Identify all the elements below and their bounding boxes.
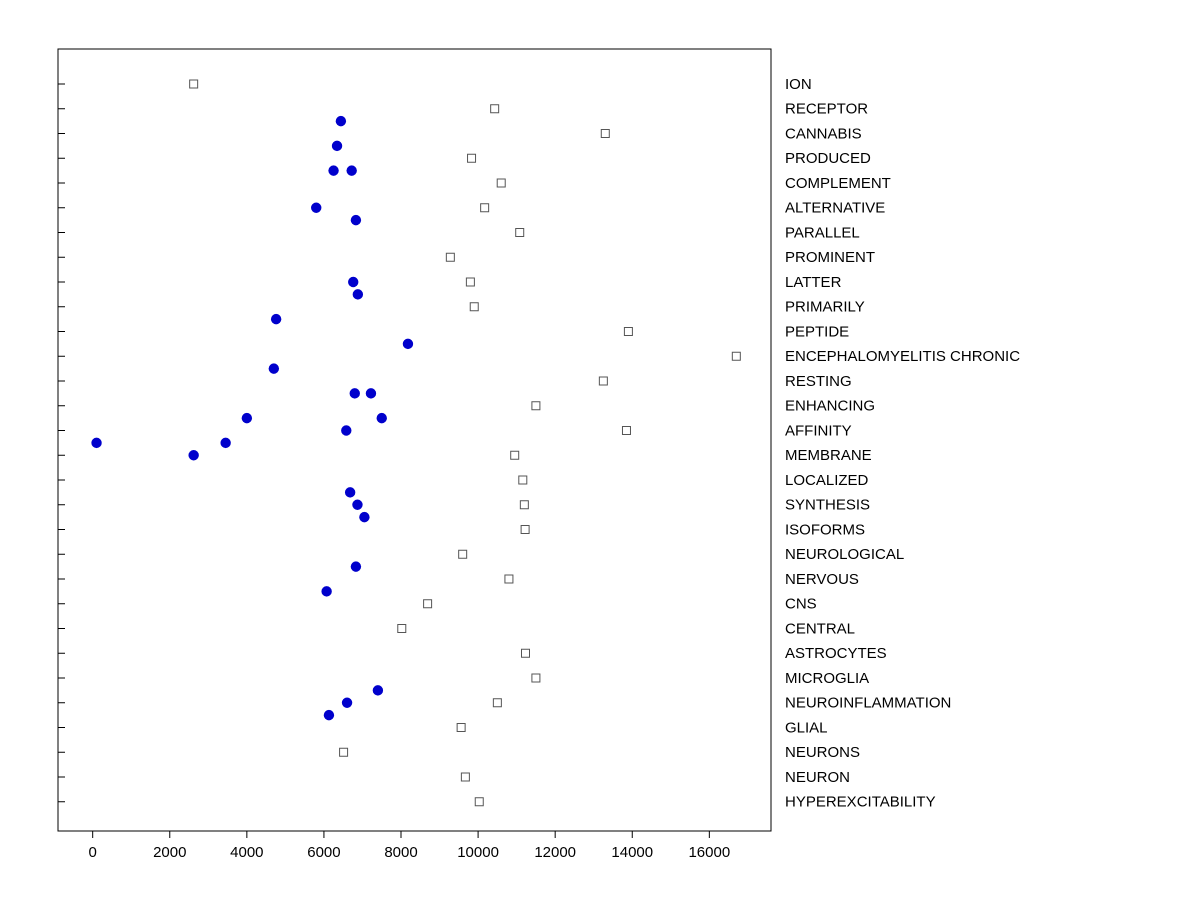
node-marker (336, 116, 346, 126)
x-tick-label: 12000 (534, 844, 577, 861)
node-marker (342, 698, 352, 708)
leaf-label: PROMINENT (785, 249, 875, 267)
leaf-marker (470, 303, 478, 311)
leaf-label: NEURONS (785, 744, 861, 762)
node-marker (91, 438, 101, 448)
x-tick-label: 4000 (230, 844, 264, 861)
x-tick-label: 8000 (384, 844, 418, 861)
node-marker (351, 561, 361, 571)
leaf-marker (466, 278, 474, 286)
leaf-marker (516, 229, 524, 237)
leaf-marker (732, 352, 740, 360)
x-tick-label: 16000 (688, 844, 731, 861)
leaf-label: RECEPTOR (785, 100, 869, 118)
leaf-label: LATTER (785, 273, 842, 291)
leaf-label: PEPTIDE (785, 323, 850, 341)
leaf-label: COMPLEMENT (785, 174, 891, 192)
node-marker (332, 141, 342, 151)
internal-node-markers (91, 116, 413, 720)
leaf-label: ENHANCING (785, 397, 876, 415)
node-marker (377, 413, 387, 423)
node-marker (352, 500, 362, 510)
node-marker (359, 512, 369, 522)
leaf-marker (475, 798, 483, 806)
leaf-label: HYPEREXCITABILITY (785, 793, 936, 811)
node-marker (242, 413, 252, 423)
node-marker (346, 165, 356, 175)
leaf-label: AFFINITY (785, 422, 852, 440)
x-tick-label: 10000 (457, 844, 499, 861)
leaf-label: NEUROINFLAMMATION (785, 694, 952, 712)
x-tick-label: 14000 (611, 844, 654, 861)
node-marker (269, 363, 279, 373)
leaf-label: ALTERNATIVE (785, 199, 886, 217)
node-marker (311, 203, 321, 213)
leaf-label: NERVOUS (785, 570, 859, 588)
node-marker (373, 685, 383, 695)
leaf-marker (505, 575, 513, 583)
leaf-label: ENCEPHALOMYELITIS CHRONIC (785, 348, 1021, 366)
leaf-marker (521, 649, 529, 657)
leaf-label: PRODUCED (785, 150, 871, 168)
leaf-marker (446, 253, 454, 261)
leaf-marker (481, 204, 489, 212)
leaf-label: LOCALIZED (785, 471, 869, 489)
leaf-marker (521, 526, 529, 534)
node-marker (271, 314, 281, 324)
leaf-marker (519, 476, 527, 484)
leaf-marker (190, 80, 198, 88)
leaf-marker (459, 550, 467, 558)
node-marker (188, 450, 198, 460)
leaf-label: CNS (785, 595, 817, 613)
node-marker (353, 289, 363, 299)
node-marker (341, 425, 351, 435)
leaf-marker (340, 748, 348, 756)
leaf-marker (398, 625, 406, 633)
x-axis-ticks (58, 84, 709, 838)
x-tick-label: 0 (88, 844, 97, 861)
leaf-marker (497, 179, 505, 187)
leaf-label: SYNTHESIS (785, 496, 871, 514)
leaf-label: NEURON (785, 768, 851, 786)
leaf-marker (511, 451, 519, 459)
node-marker (321, 586, 331, 596)
leaf-marker (493, 699, 501, 707)
leaf-marker (601, 130, 609, 138)
x-tick-label: 2000 (153, 844, 187, 861)
leaf-marker (624, 328, 632, 336)
leaf-label: MEMBRANE (785, 447, 872, 465)
leaf-label: NEUROLOGICAL (785, 546, 905, 564)
node-marker (345, 487, 355, 497)
node-marker (328, 165, 338, 175)
leaf-marker (468, 154, 476, 162)
leaf-label: CANNABIS (785, 125, 862, 143)
node-marker (324, 710, 334, 720)
node-marker (220, 438, 230, 448)
leaf-marker (461, 773, 469, 781)
leaf-label: RESTING (785, 372, 852, 390)
leaf-label: CENTRAL (785, 620, 856, 638)
leaf-marker (599, 377, 607, 385)
leaf-marker (622, 427, 630, 435)
leaf-marker (491, 105, 499, 113)
leaf-label: ISOFORMS (785, 521, 866, 539)
leaf-markers (190, 80, 741, 806)
node-marker (351, 215, 361, 225)
plot-border (58, 49, 771, 831)
leaf-marker (457, 724, 465, 732)
leaf-marker (532, 674, 540, 682)
leaf-label: MICROGLIA (785, 669, 870, 687)
leaf-marker (532, 402, 540, 410)
node-marker (403, 339, 413, 349)
leaf-label: ASTROCYTES (785, 645, 887, 663)
node-marker (348, 277, 358, 287)
leaf-label: ION (785, 75, 812, 93)
plot-frame (58, 49, 771, 831)
node-marker (350, 388, 360, 398)
leaf-label: PRIMARILY (785, 298, 865, 316)
leaf-marker (520, 501, 528, 509)
leaf-label-list (785, 76, 1020, 811)
x-axis-tick-labels (89, 844, 731, 861)
x-tick-label: 6000 (307, 844, 341, 861)
node-marker (366, 388, 376, 398)
leaf-marker (424, 600, 432, 608)
leaf-label: GLIAL (785, 719, 828, 737)
leaf-label: PARALLEL (785, 224, 860, 242)
